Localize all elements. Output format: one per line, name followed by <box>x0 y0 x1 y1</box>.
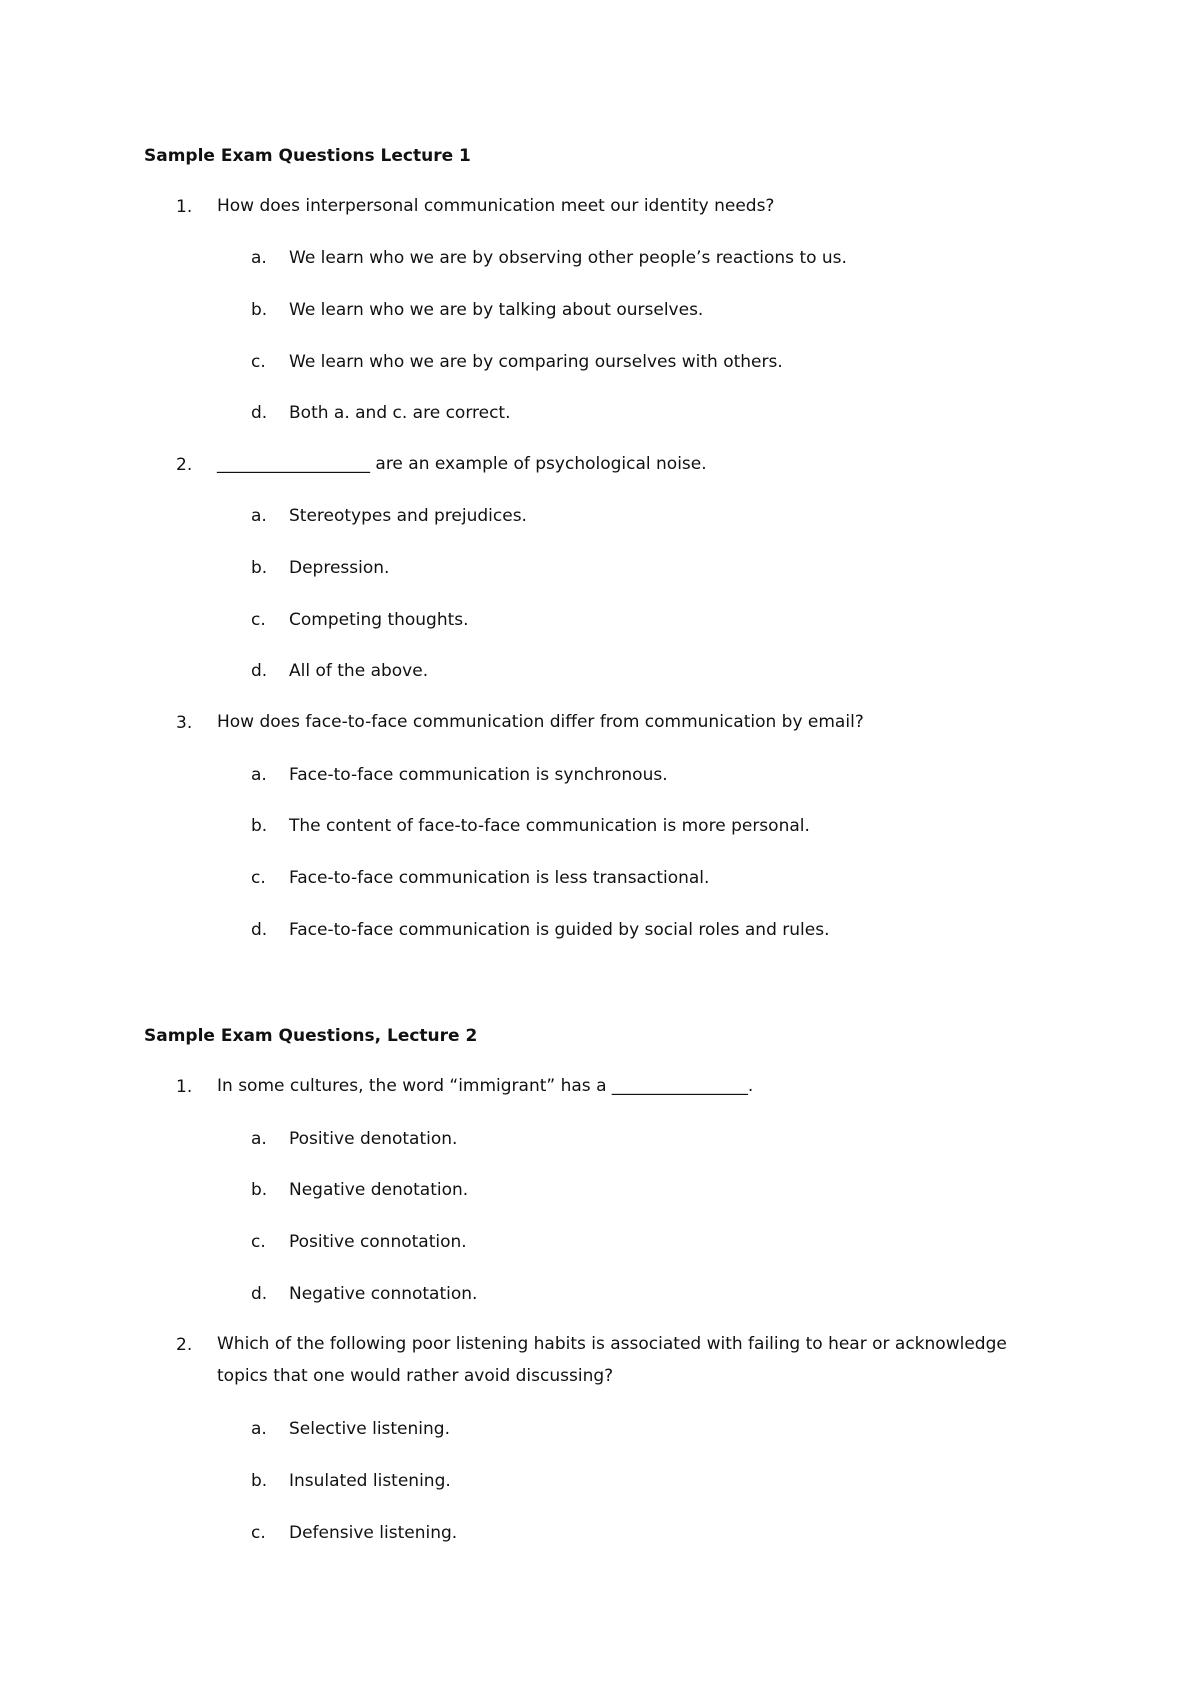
section-1-heading: Sample Exam Questions Lecture 1 <box>144 146 471 166</box>
option-text: Face-to-face communication is synchronous. <box>289 765 668 785</box>
option-letter: a. <box>251 1419 267 1439</box>
option-text: Selective listening. <box>289 1419 450 1439</box>
option-text: Both a. and c. are correct. <box>289 403 511 423</box>
option-letter: c. <box>251 1232 266 1252</box>
option-letter: a. <box>251 248 267 268</box>
option-letter: b. <box>251 300 268 320</box>
option-text: Negative connotation. <box>289 1284 478 1304</box>
option-text: Face-to-face communication is less transactional. <box>289 868 710 888</box>
option-text: Insulated listening. <box>289 1471 451 1491</box>
option-text: We learn who we are by observing other people’s reactions to us. <box>289 248 847 268</box>
option-letter: d. <box>251 1284 268 1304</box>
option-text: The content of face-to-face communication is more personal. <box>289 816 810 836</box>
question-number: 3. <box>176 713 193 733</box>
option-text: Depression. <box>289 558 390 578</box>
option-letter: b. <box>251 816 268 836</box>
option-text: All of the above. <box>289 661 429 681</box>
option-text: We learn who we are by comparing ourselves with others. <box>289 352 783 372</box>
question-text <box>217 1328 1007 1392</box>
option-text: Stereotypes and prejudices. <box>289 506 527 526</box>
question-number: 1. <box>176 1077 193 1097</box>
question-text: How does face-to-face communication differ from communication by email? <box>217 712 864 732</box>
question-number: 2. <box>176 455 193 475</box>
option-text: Face-to-face communication is guided by social roles and rules. <box>289 920 830 940</box>
option-letter: b. <box>251 1180 268 1200</box>
option-letter: b. <box>251 558 268 578</box>
question-number: 2. <box>176 1335 193 1355</box>
option-letter: a. <box>251 506 267 526</box>
option-letter: c. <box>251 1523 266 1543</box>
section-2-heading: Sample Exam Questions, Lecture 2 <box>144 1026 478 1046</box>
option-letter: b. <box>251 1471 268 1491</box>
question-text: __________________ are an example of psychological noise. <box>217 454 707 474</box>
question-text-line-1: Which of the following poor listening habits is associated with failing to hear or acknowledge <box>217 1334 1007 1354</box>
option-letter: d. <box>251 920 268 940</box>
option-text: Positive denotation. <box>289 1129 458 1149</box>
option-letter: d. <box>251 403 268 423</box>
question-number: 1. <box>176 197 193 217</box>
option-text: Competing thoughts. <box>289 610 469 630</box>
option-letter: c. <box>251 352 266 372</box>
question-text-line-2: topics that one would rather avoid discussing? <box>217 1366 614 1386</box>
question-text: In some cultures, the word “immigrant” has a ________________. <box>217 1076 754 1096</box>
option-text: We learn who we are by talking about ourselves. <box>289 300 704 320</box>
option-letter: a. <box>251 1129 267 1149</box>
option-text: Negative denotation. <box>289 1180 469 1200</box>
question-text: How does interpersonal communication meet our identity needs? <box>217 196 775 216</box>
option-letter: c. <box>251 610 266 630</box>
option-letter: c. <box>251 868 266 888</box>
option-letter: a. <box>251 765 267 785</box>
option-text: Positive connotation. <box>289 1232 467 1252</box>
option-text: Defensive listening. <box>289 1523 458 1543</box>
option-letter: d. <box>251 661 268 681</box>
